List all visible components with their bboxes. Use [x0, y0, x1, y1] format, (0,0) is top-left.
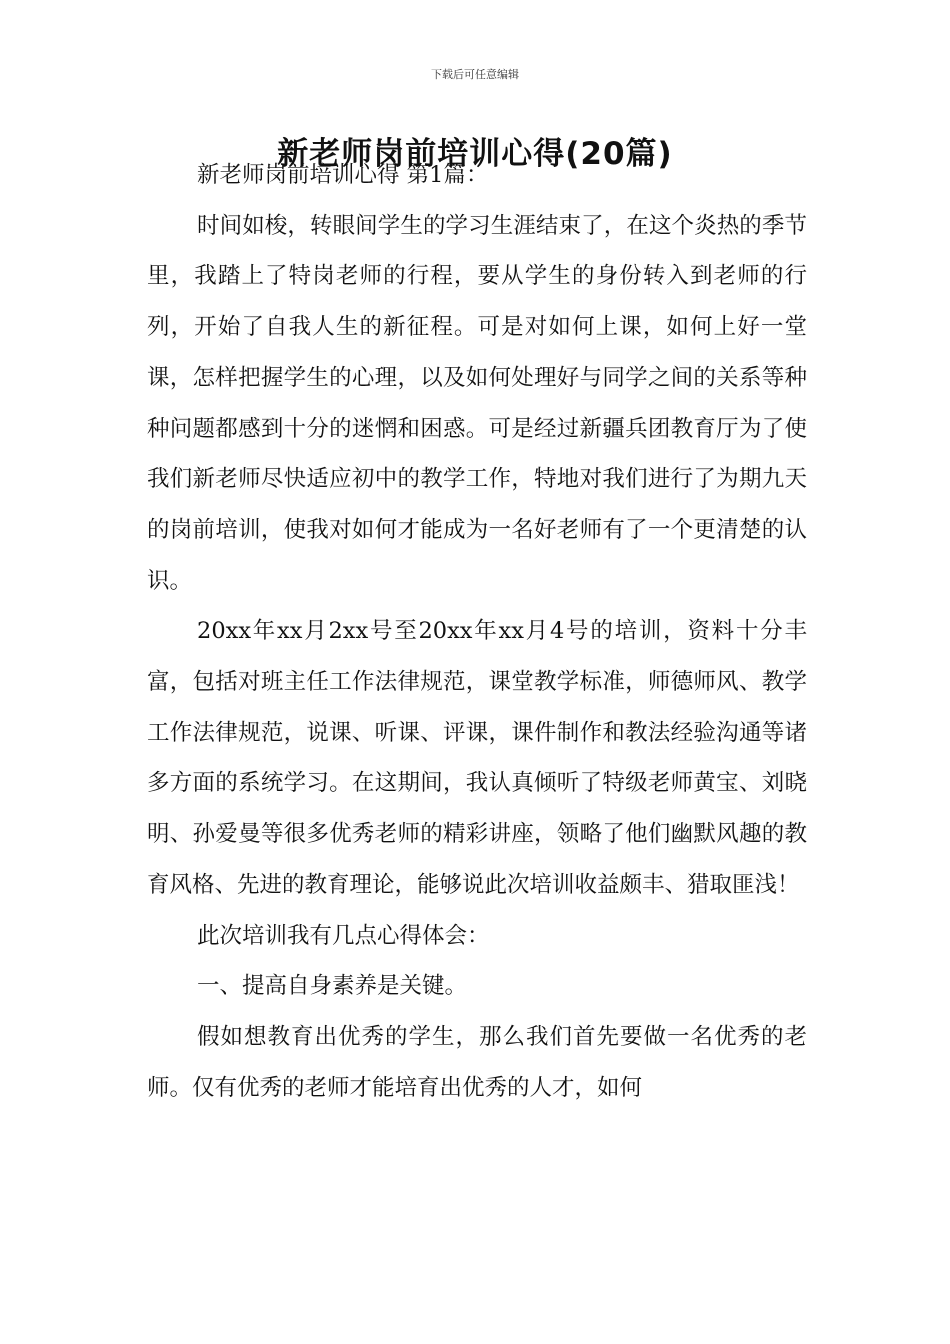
section-heading: 新老师岗前培训心得 第1篇：: [197, 162, 489, 188]
body-paragraph: 时间如梭，转眼间学生的学习生涯结束了，在这个炎热的季节里，我踏上了特岗老师的行程，要从学生的身份转入到老师的行列，开始了自我人生的新征程。可是对如何上课，如何上好一堂课，怎样把握学生的心理，以及如何处理好与同学之间的关系等种种问题都感到十分的迷惘和困惑。可是经过新疆兵团教育厅为了使我们新老师尽快适应初中的教学工作，特地对我们进行了为期九天的岗前培训，使我对如何才能成为一名好老师有了一个更清楚的认识。: [147, 212, 807, 594]
body-paragraph: 假如想教育出优秀的学生，那么我们首先要做一名优秀的老师。仅有优秀的老师才能培育出优秀的人才，如何: [147, 1023, 807, 1101]
document-title: 新老师岗前培训心得(20篇): [277, 136, 673, 172]
body-paragraph: 20xx年xx月2xx号至20xx年xx月4号的培训，资料十分丰富，包括对班主任工作法律规范，课堂教学标准，师德师风、教学工作法律规范，说课、听课、评课，课件制作和教法经验沟通等诸多方面的系统学习。在这期间，我认真倾听了特级老师黄宝、刘晓明、孙爱曼等很多优秀老师的精彩讲座，领略了他们幽默风趣的教育风格、先进的教育理论，能够说此次培训收益颇丰、猎取匪浅！: [147, 618, 807, 898]
body-paragraph: 此次培训我有几点心得体会：: [197, 922, 490, 949]
document-body: [147, 150, 807, 1113]
subsection-heading: 一、提高自身素养是关键。: [197, 973, 468, 1000]
header-note: 下载后可任意编辑: [431, 68, 519, 81]
